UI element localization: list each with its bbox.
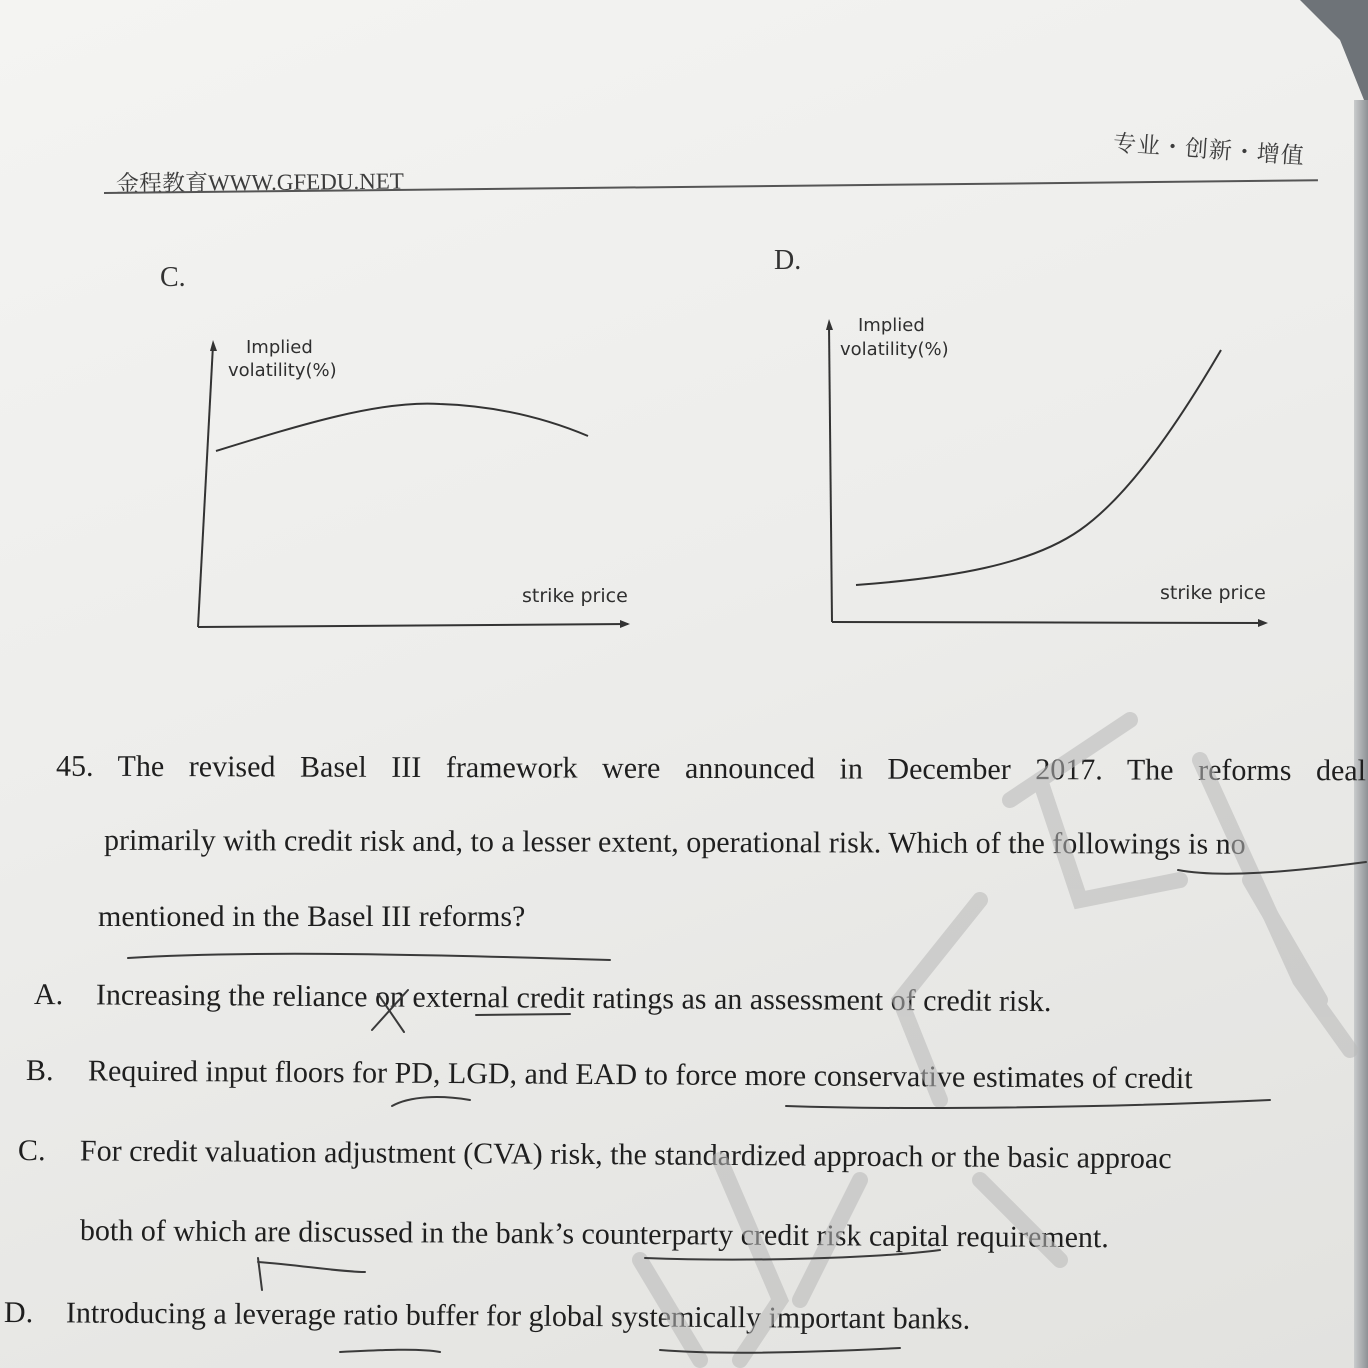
option-text: Introducing a leverage ratio buffer for global systemically important banks. [65,1296,971,1336]
question-stem-line: mentioned in the Basel III reforms? [98,900,526,933]
graph-d-ylabel-line1: Implied [858,315,925,336]
graph-c-curve [216,404,588,451]
graph-d-xlabel: strike price [1160,582,1266,604]
graph-d-x-arrow [1258,619,1268,627]
answer-option-a [34,978,1052,1019]
graph-d-option-letter: D. [774,245,802,276]
header-publisher: 金程教育WWW.GFEDU.NET [115,168,405,197]
graph-d-y-axis [829,325,832,622]
graph-c-ylabel-line2: volatility(%) [228,360,337,381]
graph-d-ylabel-line2: volatility(%) [840,339,949,360]
graph-d [826,315,1268,627]
option-letter: D. [3,1296,34,1330]
graph-c-y-arrow [210,340,217,351]
option-text: Increasing the reliance on external credit ratings as an assessment of credit risk. [95,978,1052,1019]
question-stem-line: primarily with credit risk and, to a lesser extent, operational risk. Which of the followings is no [103,823,1246,861]
option-text: Required input floors for PD, LGD, and EAD to force more conservative estimates of credit [87,1054,1193,1096]
graph-c-ylabel-line1: Implied [246,337,313,358]
answer-option-c-continuation: both of which are discussed in the bank’s counterparty credit risk capital requirement. [79,1214,1109,1255]
header-slogan: 专业・创新・增值 [1112,130,1306,169]
graph-d-curve [856,350,1221,585]
graph-c-x-axis [198,624,628,627]
graph-c-xlabel: strike price [522,585,628,607]
graph-c-x-arrow [620,620,630,628]
graph-c [198,337,630,628]
answer-option-d [4,1296,970,1337]
graph-c-y-axis [198,345,213,627]
option-letter: A. [33,978,64,1012]
option-text: For credit valuation adjustment (CVA) risk, the standardized approach or the basic approac [79,1134,1172,1176]
graph-d-y-arrow [826,319,833,330]
graph-d-x-axis [832,622,1264,623]
graph-c-option-letter: C. [160,262,186,293]
question-stem-line: 45. The revised Basel III framework were announced in December 2017. The reforms deal [55,749,1367,788]
option-letter: B. [25,1054,54,1088]
option-letter: C. [17,1134,46,1168]
